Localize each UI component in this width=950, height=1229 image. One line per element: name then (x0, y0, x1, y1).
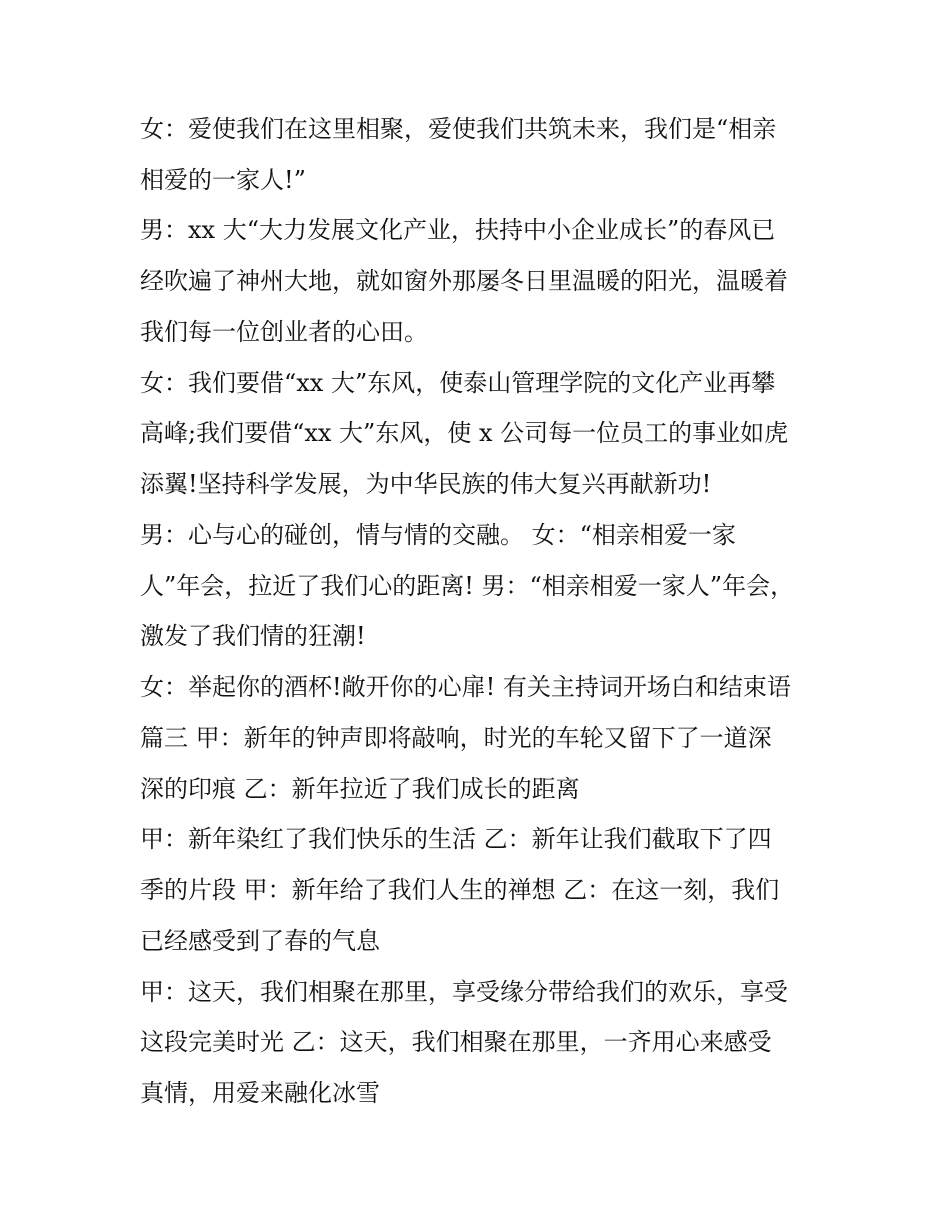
text-line: 男：心与心的碰创，情与情的交融。 女：“相亲相爱一家 (140, 521, 736, 549)
text-line: 高峰;我们要借“xx 大”东风，使 x 公司每一位员工的事业如虎 (140, 419, 789, 447)
text-line: 篇三 甲：新年的钟声即将敲响，时光的车轮又留下了一道深 (140, 724, 772, 752)
text-line: 添翼!坚持科学发展，为中华民族的伟大复兴再献新功! (140, 470, 712, 498)
text-line: 甲：新年染红了我们快乐的生活 乙：新年让我们截取下了四 (140, 825, 772, 853)
text-line: 真情，用爱来融化冰雪 (140, 1079, 380, 1107)
text-line: 女：举起你的酒杯!敞开你的心扉! 有关主持词开场白和结束语 (140, 673, 791, 701)
text-line: 激发了我们情的狂潮! (140, 622, 366, 650)
text-line: 深的印痕 乙：新年拉近了我们成长的距离 (140, 775, 580, 803)
text-line: 甲：这天，我们相聚在那里，享受缘分带给我们的欢乐，享受 (140, 978, 788, 1006)
text-line: 人”年会，拉近了我们心的距离! 男：“相亲相爱一家人”年会， (140, 572, 795, 600)
text-line: 女：爱使我们在这里相聚，爱使我们共筑未来，我们是“相亲 (140, 115, 777, 143)
text-line: 女：我们要借“xx 大”东风，使泰山管理学院的文化产业再攀 (140, 369, 776, 397)
text-line: 男：xx 大“大力发展文化产业，扶持中小企业成长”的春风已 (140, 216, 776, 244)
text-line: 我们每一位创业者的心田。 (140, 318, 428, 346)
text-line: 经吹遍了神州大地，就如窗外那屡冬日里温暖的阳光，温暖着 (140, 267, 788, 295)
text-line: 相爱的一家人!” (140, 166, 306, 194)
text-line: 已经感受到了春的气息 (140, 927, 380, 955)
text-line: 这段完美时光 乙：这天，我们相聚在那里，一齐用心来感受 (140, 1028, 772, 1056)
text-line: 季的片段 甲：新年给了我们人生的禅想 乙：在这一刻，我们 (140, 876, 780, 904)
